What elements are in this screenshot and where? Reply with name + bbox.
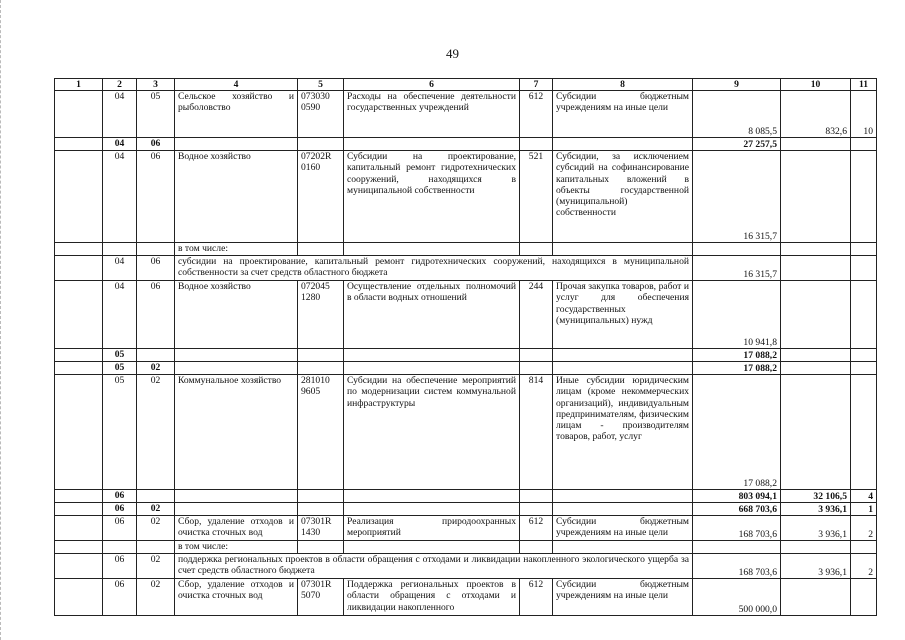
table-cell xyxy=(344,490,520,503)
table-cell: 3 936,1 xyxy=(781,516,851,541)
table-cell: 168 703,6 xyxy=(693,554,781,579)
table-cell xyxy=(851,138,877,151)
table-row xyxy=(55,138,877,151)
table-cell xyxy=(781,362,851,375)
table-cell: 02 xyxy=(137,516,175,541)
table-cell: 04 xyxy=(103,281,137,349)
table-cell: 16 315,7 xyxy=(693,256,781,281)
table-cell: Субсидии, за исключением субсидий на софинансирование капитальных вложений в объекты государственной (муниципальной) собственности xyxy=(553,151,693,243)
table-header-row xyxy=(55,79,877,91)
table-cell: 07202R 0160 xyxy=(298,151,344,243)
table-cell xyxy=(55,554,103,579)
table-cell: 612 xyxy=(520,579,553,616)
table-cell: 04 xyxy=(103,138,137,151)
table-cell xyxy=(55,375,103,490)
table-cell: 244 xyxy=(520,281,553,349)
column-header: 3 xyxy=(137,79,175,91)
table-cell: 06 xyxy=(103,503,137,516)
table-cell xyxy=(781,541,851,554)
table-cell xyxy=(693,541,781,554)
table-cell xyxy=(851,362,877,375)
table-cell: в том числе: xyxy=(175,541,298,554)
table-cell xyxy=(55,91,103,138)
table-cell: 17 088,2 xyxy=(693,375,781,490)
table-cell: 17 088,2 xyxy=(693,362,781,375)
table-cell xyxy=(781,349,851,362)
table-cell: Иные субсидии юридическим лицам (кроме некоммерческих организаций), индивидуальным предпринимателям, физическим лицам - производителям товаров, работ, услуг xyxy=(553,375,693,490)
table-cell xyxy=(298,243,344,256)
table-row xyxy=(55,91,877,138)
table-cell: 05 xyxy=(137,91,175,138)
table-cell: 06 xyxy=(103,516,137,541)
table-cell: Расходы на обеспечение деятельности государственных учреждений xyxy=(344,91,520,138)
table-cell xyxy=(520,243,553,256)
table-row xyxy=(55,490,877,503)
table-cell: 521 xyxy=(520,151,553,243)
table-cell xyxy=(851,579,877,616)
table-cell: Субсидии бюджетным учреждениям на иные цели xyxy=(553,579,693,616)
table-cell: в том числе: xyxy=(175,243,298,256)
table-cell: 16 315,7 xyxy=(693,151,781,243)
table-cell: Субсидии на проектирование, капитальный ремонт гидротехнических сооружений, находящихся в муниципальной собственности xyxy=(344,151,520,243)
table-cell xyxy=(298,362,344,375)
table-cell xyxy=(851,151,877,243)
table-cell: 10 941,8 xyxy=(693,281,781,349)
table-cell: 668 703,6 xyxy=(693,503,781,516)
table-cell xyxy=(781,281,851,349)
table-cell xyxy=(55,151,103,243)
table-row xyxy=(55,349,877,362)
table-cell xyxy=(344,541,520,554)
table-cell xyxy=(851,243,877,256)
column-header: 9 xyxy=(693,79,781,91)
table-cell: 281010 9605 xyxy=(298,375,344,490)
table-cell xyxy=(781,151,851,243)
table-cell xyxy=(520,138,553,151)
table-cell xyxy=(553,490,693,503)
table-cell: 8 085,5 xyxy=(693,91,781,138)
table-cell xyxy=(781,243,851,256)
table-cell: 06 xyxy=(137,281,175,349)
table-cell xyxy=(553,138,693,151)
table-cell xyxy=(55,281,103,349)
table-cell xyxy=(520,349,553,362)
table-row xyxy=(55,151,877,243)
table-cell: 06 xyxy=(103,490,137,503)
table-cell xyxy=(175,138,298,151)
column-header: 1 xyxy=(55,79,103,91)
table-row xyxy=(55,541,877,554)
table-row xyxy=(55,375,877,490)
table-cell xyxy=(55,490,103,503)
table-cell: 06 xyxy=(103,554,137,579)
table-cell: Водное хозяйство xyxy=(175,281,298,349)
column-header: 4 xyxy=(175,79,298,91)
table-cell xyxy=(344,138,520,151)
table-cell xyxy=(553,243,693,256)
table-cell xyxy=(55,516,103,541)
scan-edge-marks xyxy=(0,0,5,640)
table-row xyxy=(55,362,877,375)
table-cell xyxy=(344,349,520,362)
table-cell: 04 xyxy=(103,151,137,243)
table-cell: 612 xyxy=(520,91,553,138)
table-cell: 2 xyxy=(851,516,877,541)
table-cell: Субсидии бюджетным учреждениям на иные цели xyxy=(553,516,693,541)
table-cell xyxy=(520,490,553,503)
page-number: 49 xyxy=(446,46,459,61)
table-row xyxy=(55,579,877,616)
table-cell: 3 936,1 xyxy=(781,503,851,516)
table-cell: Сбор, удаление отходов и очистка сточных вод xyxy=(175,579,298,616)
table-cell xyxy=(298,490,344,503)
table-cell: 500 000,0 xyxy=(693,579,781,616)
table-cell: 3 936,1 xyxy=(781,554,851,579)
table-cell xyxy=(520,503,553,516)
table-cell: 2 xyxy=(851,554,877,579)
table-cell: 832,6 xyxy=(781,91,851,138)
table-cell: 07301R 5070 xyxy=(298,579,344,616)
table-cell: 1 xyxy=(851,503,877,516)
table-cell xyxy=(137,349,175,362)
table-cell xyxy=(298,541,344,554)
table-cell: 02 xyxy=(137,362,175,375)
column-header: 11 xyxy=(851,79,877,91)
table-cell: 06 xyxy=(137,256,175,281)
table-cell: 05 xyxy=(103,349,137,362)
table-cell xyxy=(851,375,877,490)
table-cell xyxy=(55,349,103,362)
table-cell xyxy=(553,541,693,554)
budget-table xyxy=(54,78,877,616)
table-cell: поддержка региональных проектов в области обращения с отходами и ликвидации накопленного экологического ущерба за счет средств областного бюджета xyxy=(175,554,693,579)
table-cell xyxy=(175,349,298,362)
table-cell xyxy=(175,490,298,503)
table-cell xyxy=(553,349,693,362)
table-cell xyxy=(175,503,298,516)
table-cell xyxy=(693,243,781,256)
table-cell: 05 xyxy=(103,362,137,375)
table-row xyxy=(55,554,877,579)
table-cell: Субсидии на обеспечение мероприятий по модернизации систем коммунальной инфраструктуры xyxy=(344,375,520,490)
table-cell xyxy=(553,503,693,516)
table-cell: Поддержка региональных проектов в области обращения с отходами и ликвидации накопленного xyxy=(344,579,520,616)
table-row xyxy=(55,503,877,516)
table-cell xyxy=(781,138,851,151)
table-cell: 05 xyxy=(103,375,137,490)
table-cell xyxy=(103,243,137,256)
table-cell: Сбор, удаление отходов и очистка сточных вод xyxy=(175,516,298,541)
table-cell xyxy=(851,349,877,362)
table-cell: 02 xyxy=(137,554,175,579)
table-cell xyxy=(55,256,103,281)
table-cell xyxy=(520,362,553,375)
table-cell: 814 xyxy=(520,375,553,490)
table-cell: 32 106,5 xyxy=(781,490,851,503)
table-cell xyxy=(344,362,520,375)
table-row xyxy=(55,516,877,541)
table-cell: Прочая закупка товаров, работ и услуг для обеспечения государственных (муниципальных) нужд xyxy=(553,281,693,349)
table-cell xyxy=(520,541,553,554)
table-cell xyxy=(103,541,137,554)
table-cell: 10 xyxy=(851,91,877,138)
table-row xyxy=(55,281,877,349)
table-cell xyxy=(298,349,344,362)
table-cell xyxy=(55,243,103,256)
table-cell: 02 xyxy=(137,579,175,616)
column-header: 7 xyxy=(520,79,553,91)
table-cell xyxy=(55,362,103,375)
table-cell: 073030 0590 xyxy=(298,91,344,138)
table-cell: 27 257,5 xyxy=(693,138,781,151)
table-cell xyxy=(298,503,344,516)
table-cell xyxy=(137,541,175,554)
table-cell: Коммунальное хозяйство xyxy=(175,375,298,490)
table-cell xyxy=(553,362,693,375)
table-cell xyxy=(781,375,851,490)
table-cell: 04 xyxy=(103,91,137,138)
table-cell xyxy=(175,362,298,375)
table-cell: 612 xyxy=(520,516,553,541)
table-cell: 17 088,2 xyxy=(693,349,781,362)
table-cell xyxy=(137,490,175,503)
table-cell xyxy=(851,281,877,349)
table-cell xyxy=(781,256,851,281)
table-cell xyxy=(137,243,175,256)
table-cell: 803 094,1 xyxy=(693,490,781,503)
table-cell xyxy=(55,503,103,516)
column-header: 6 xyxy=(344,79,520,91)
table-cell xyxy=(851,256,877,281)
table-cell xyxy=(344,243,520,256)
column-header: 2 xyxy=(103,79,137,91)
table-cell: Субсидии бюджетным учреждениям на иные цели xyxy=(553,91,693,138)
column-header: 5 xyxy=(298,79,344,91)
table-cell: 072045 1280 xyxy=(298,281,344,349)
table-cell: 02 xyxy=(137,375,175,490)
table-cell: Реализация природоохранных мероприятий xyxy=(344,516,520,541)
table-cell xyxy=(781,579,851,616)
table-cell: 07301R 1430 xyxy=(298,516,344,541)
table-cell: Водное хозяйство xyxy=(175,151,298,243)
table-cell: Осуществление отдельных полномочий в области водных отношений xyxy=(344,281,520,349)
table-row xyxy=(55,243,877,256)
table-cell: 4 xyxy=(851,490,877,503)
column-header: 10 xyxy=(781,79,851,91)
table-cell: 168 703,6 xyxy=(693,516,781,541)
table-cell xyxy=(298,138,344,151)
table-cell xyxy=(344,503,520,516)
table-cell: Сельское хозяйство и рыболовство xyxy=(175,91,298,138)
table-cell: 06 xyxy=(103,579,137,616)
table-cell: субсидии на проектирование, капитальный ремонт гидротехнических сооружений, находящихся в муниципальной собственности за счет средств областного бюджета xyxy=(175,256,693,281)
column-header: 8 xyxy=(553,79,693,91)
table-cell: 06 xyxy=(137,151,175,243)
table-cell: 04 xyxy=(103,256,137,281)
table-row xyxy=(55,256,877,281)
table-cell: 02 xyxy=(137,503,175,516)
table-cell xyxy=(851,541,877,554)
table-cell xyxy=(55,579,103,616)
table-cell xyxy=(55,138,103,151)
table-cell xyxy=(55,541,103,554)
table-cell: 06 xyxy=(137,138,175,151)
